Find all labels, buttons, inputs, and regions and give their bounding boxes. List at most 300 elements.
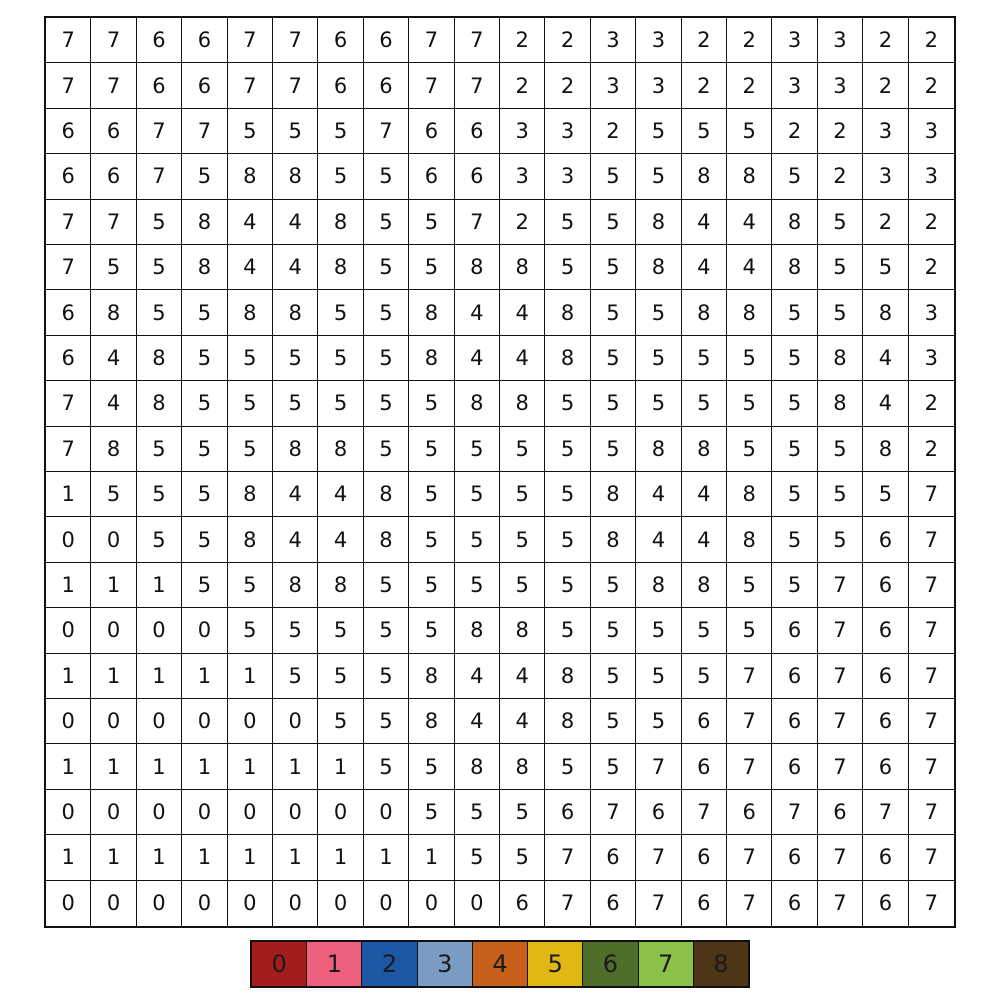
grid-cell[interactable]: 0 xyxy=(455,881,500,926)
grid-cell[interactable]: 1 xyxy=(318,744,363,789)
grid-cell[interactable]: 3 xyxy=(909,109,954,154)
grid-cell[interactable]: 8 xyxy=(863,427,908,472)
grid-cell[interactable]: 8 xyxy=(182,245,227,290)
grid-cell[interactable]: 2 xyxy=(727,18,772,63)
grid-cell[interactable]: 7 xyxy=(727,744,772,789)
grid-cell[interactable]: 7 xyxy=(46,381,91,426)
grid-cell[interactable]: 7 xyxy=(909,835,954,880)
grid-cell[interactable]: 5 xyxy=(591,290,636,335)
grid-cell[interactable]: 0 xyxy=(182,790,227,835)
grid-cell[interactable]: 5 xyxy=(772,563,817,608)
grid-cell[interactable]: 2 xyxy=(818,109,863,154)
grid-cell[interactable]: 8 xyxy=(455,608,500,653)
grid-cell[interactable]: 7 xyxy=(455,200,500,245)
grid-cell[interactable]: 5 xyxy=(500,427,545,472)
grid-cell[interactable]: 4 xyxy=(682,517,727,562)
grid-cell[interactable]: 3 xyxy=(772,63,817,108)
grid-cell[interactable]: 5 xyxy=(636,381,681,426)
grid-cell[interactable]: 5 xyxy=(591,563,636,608)
grid-cell[interactable]: 8 xyxy=(682,154,727,199)
grid-cell[interactable]: 7 xyxy=(924,891,938,916)
grid-cell[interactable]: 5 xyxy=(545,563,590,608)
grid-cell[interactable]: 5 xyxy=(182,336,227,381)
grid-cell[interactable]: 7 xyxy=(818,563,863,608)
grid-cell[interactable]: 4 xyxy=(273,200,318,245)
grid-cell[interactable]: 4 xyxy=(727,200,772,245)
grid-cell[interactable]: 8 xyxy=(772,200,817,245)
grid-cell[interactable]: 0 xyxy=(91,790,136,835)
grid-cell[interactable]: 7 xyxy=(455,63,500,108)
grid-cell[interactable]: 3 xyxy=(863,109,908,154)
grid-cell[interactable]: 5 xyxy=(318,654,363,699)
grid-cell[interactable]: 5 xyxy=(682,336,727,381)
grid-cell[interactable]: 8 xyxy=(682,427,727,472)
grid-cell[interactable]: 6 xyxy=(91,109,136,154)
grid-cell[interactable]: 6 xyxy=(591,835,636,880)
grid-cell[interactable]: 1 xyxy=(91,654,136,699)
grid-cell[interactable]: 2 xyxy=(772,109,817,154)
grid-cell[interactable]: 5 xyxy=(318,290,363,335)
grid-cell[interactable]: 4 xyxy=(863,336,908,381)
grid-cell[interactable]: 5 xyxy=(91,245,136,290)
grid-cell[interactable]: 4 xyxy=(91,381,136,426)
grid-cell[interactable]: 7 xyxy=(909,790,954,835)
grid-cell[interactable]: 5 xyxy=(818,472,863,517)
grid-cell[interactable]: 1 xyxy=(182,654,227,699)
grid-cell[interactable]: 3 xyxy=(818,63,863,108)
grid-cell[interactable]: 7 xyxy=(818,699,863,744)
grid-cell[interactable]: 8 xyxy=(818,336,863,381)
grid-cell[interactable]: 6 xyxy=(455,109,500,154)
grid-cell[interactable]: 5 xyxy=(772,381,817,426)
grid-cell[interactable]: 5 xyxy=(137,245,182,290)
grid-cell[interactable]: 0 xyxy=(46,517,91,562)
grid-cell[interactable]: 8 xyxy=(500,744,545,789)
grid-cell[interactable]: 2 xyxy=(909,427,954,472)
grid-cell[interactable]: 7 xyxy=(591,790,636,835)
grid-cell[interactable]: 8 xyxy=(727,290,772,335)
grid-cell[interactable]: 2 xyxy=(863,18,908,63)
grid-cell[interactable]: 5 xyxy=(137,472,182,517)
grid-cell[interactable]: 3 xyxy=(545,154,590,199)
grid-cell[interactable]: 6 xyxy=(46,336,91,381)
grid-cell[interactable]: 0 xyxy=(137,790,182,835)
grid-cell[interactable]: 2 xyxy=(591,109,636,154)
grid-cell[interactable]: 7 xyxy=(818,835,863,880)
grid-cell[interactable]: 8 xyxy=(228,517,273,562)
grid-cell[interactable]: 7 xyxy=(636,744,681,789)
grid-cell[interactable]: 1 xyxy=(91,744,136,789)
grid-cell[interactable]: 6 xyxy=(863,563,908,608)
grid-cell[interactable]: 5 xyxy=(409,790,454,835)
grid-cell[interactable]: 5 xyxy=(364,699,409,744)
grid-cell[interactable]: 5 xyxy=(364,336,409,381)
palette-swatch-5[interactable]: 5 xyxy=(528,942,583,986)
grid-cell[interactable]: 7 xyxy=(636,881,681,926)
grid-cell[interactable]: 6 xyxy=(182,18,227,63)
grid-cell[interactable]: 5 xyxy=(591,381,636,426)
grid-cell[interactable]: 5 xyxy=(182,472,227,517)
grid-cell[interactable]: 1 xyxy=(46,744,91,789)
grid-cell[interactable]: 8 xyxy=(545,699,590,744)
grid-cell[interactable]: 3 xyxy=(636,63,681,108)
grid-cell[interactable]: 5 xyxy=(364,654,409,699)
grid-cell[interactable]: 7 xyxy=(46,200,91,245)
grid-cell[interactable]: 7 xyxy=(909,563,954,608)
grid-cell[interactable]: 4 xyxy=(500,654,545,699)
grid-cell[interactable]: 2 xyxy=(863,200,908,245)
grid-cell[interactable]: 5 xyxy=(772,472,817,517)
grid-cell[interactable]: 8 xyxy=(591,517,636,562)
grid-cell[interactable]: 7 xyxy=(273,18,318,63)
grid-cell[interactable]: 7 xyxy=(818,654,863,699)
grid-cell[interactable]: 6 xyxy=(455,154,500,199)
grid-cell[interactable]: 3 xyxy=(545,109,590,154)
grid-cell[interactable]: 6 xyxy=(46,290,91,335)
grid-cell[interactable]: 2 xyxy=(500,200,545,245)
grid-cell[interactable]: 7 xyxy=(409,18,454,63)
grid-cell[interactable]: 7 xyxy=(46,427,91,472)
grid-cell[interactable]: 6 xyxy=(591,881,636,926)
grid-cell[interactable]: 5 xyxy=(455,517,500,562)
grid-cell[interactable]: 6 xyxy=(772,835,817,880)
grid-cell[interactable]: 5 xyxy=(772,517,817,562)
grid-cell[interactable]: 5 xyxy=(591,200,636,245)
grid-cell[interactable]: 5 xyxy=(545,381,590,426)
grid-cell[interactable]: 7 xyxy=(909,654,954,699)
grid-cell[interactable]: 6 xyxy=(772,744,817,789)
grid-cell[interactable]: 5 xyxy=(682,381,727,426)
grid-cell[interactable]: 3 xyxy=(863,154,908,199)
grid-cell[interactable]: 7 xyxy=(727,881,772,926)
grid-cell[interactable]: 5 xyxy=(364,608,409,653)
grid-cell[interactable]: 5 xyxy=(228,608,273,653)
grid-cell[interactable]: 4 xyxy=(318,517,363,562)
grid-cell[interactable]: 8 xyxy=(500,245,545,290)
grid-cell[interactable]: 2 xyxy=(500,63,545,108)
grid-cell[interactable]: 5 xyxy=(364,200,409,245)
grid-cell[interactable]: 5 xyxy=(409,381,454,426)
grid-cell[interactable]: 5 xyxy=(500,472,545,517)
grid-cell[interactable]: 6 xyxy=(772,699,817,744)
grid-cell[interactable]: 5 xyxy=(182,427,227,472)
grid-cell[interactable]: 5 xyxy=(455,472,500,517)
grid-cell[interactable]: 4 xyxy=(500,699,545,744)
grid-cell[interactable]: 5 xyxy=(727,336,772,381)
grid-cell[interactable]: 1 xyxy=(273,744,318,789)
grid-cell[interactable]: 5 xyxy=(409,517,454,562)
grid-cell[interactable]: 5 xyxy=(137,290,182,335)
grid-cell[interactable]: 3 xyxy=(500,109,545,154)
grid-cell[interactable]: 4 xyxy=(500,336,545,381)
grid-cell[interactable]: 5 xyxy=(364,563,409,608)
grid-cell[interactable]: 5 xyxy=(318,381,363,426)
grid-cell[interactable]: 5 xyxy=(137,427,182,472)
grid-cell[interactable]: 4 xyxy=(273,472,318,517)
grid-cell[interactable]: 2 xyxy=(909,63,954,108)
grid-cell[interactable]: 8 xyxy=(727,517,772,562)
grid-cell[interactable]: 8 xyxy=(727,472,772,517)
grid-cell[interactable]: 5 xyxy=(727,381,772,426)
grid-cell[interactable]: 2 xyxy=(909,245,954,290)
grid-cell[interactable]: 5 xyxy=(591,154,636,199)
grid-cell[interactable]: 5 xyxy=(591,427,636,472)
grid-cell[interactable]: 8 xyxy=(182,200,227,245)
grid-cell[interactable]: 6 xyxy=(46,109,91,154)
grid-cell[interactable]: 6 xyxy=(682,881,727,926)
grid-cell[interactable]: 5 xyxy=(409,563,454,608)
grid-cell[interactable]: 8 xyxy=(863,290,908,335)
grid-cell[interactable]: 5 xyxy=(500,517,545,562)
grid-cell[interactable]: 5 xyxy=(273,336,318,381)
grid-cell[interactable]: 7 xyxy=(909,744,954,789)
grid-cell[interactable]: 7 xyxy=(727,835,772,880)
grid-cell[interactable]: 7 xyxy=(46,245,91,290)
grid-cell[interactable]: 4 xyxy=(727,245,772,290)
grid-cell[interactable]: 6 xyxy=(500,881,545,926)
grid-cell[interactable]: 8 xyxy=(545,336,590,381)
grid-cell[interactable]: 5 xyxy=(772,290,817,335)
grid-cell[interactable]: 0 xyxy=(182,608,227,653)
grid-cell[interactable]: 2 xyxy=(863,63,908,108)
grid-cell[interactable]: 5 xyxy=(500,790,545,835)
grid-cell[interactable]: 4 xyxy=(228,200,273,245)
grid-cell[interactable]: 7 xyxy=(909,517,954,562)
grid-cell[interactable]: 8 xyxy=(318,563,363,608)
grid-cell[interactable]: 5 xyxy=(182,154,227,199)
grid-cell[interactable]: 0 xyxy=(182,699,227,744)
grid-cell[interactable]: 5 xyxy=(818,517,863,562)
grid-cell[interactable]: 2 xyxy=(818,154,863,199)
grid-cell[interactable]: 6 xyxy=(772,881,817,926)
grid-cell[interactable]: 0 xyxy=(46,881,91,926)
grid-cell[interactable]: 5 xyxy=(545,200,590,245)
grid-cell[interactable]: 8 xyxy=(545,290,590,335)
grid-cell[interactable]: 5 xyxy=(863,245,908,290)
grid-cell[interactable]: 2 xyxy=(909,200,954,245)
grid-cell[interactable]: 0 xyxy=(409,881,454,926)
grid-cell[interactable]: 4 xyxy=(455,699,500,744)
grid-cell[interactable]: 4 xyxy=(273,245,318,290)
grid-cell[interactable]: 1 xyxy=(46,654,91,699)
grid-cell[interactable]: 6 xyxy=(636,790,681,835)
grid-cell[interactable]: 5 xyxy=(409,744,454,789)
grid-cell[interactable]: 7 xyxy=(863,790,908,835)
grid-cell[interactable]: 0 xyxy=(364,790,409,835)
grid-cell[interactable]: 6 xyxy=(772,608,817,653)
grid-cell[interactable]: 6 xyxy=(682,699,727,744)
grid-cell[interactable]: 7 xyxy=(727,699,772,744)
grid-cell[interactable]: 4 xyxy=(682,472,727,517)
grid-cell[interactable]: 7 xyxy=(455,18,500,63)
grid-cell[interactable]: 6 xyxy=(91,154,136,199)
grid-cell[interactable]: 5 xyxy=(228,381,273,426)
grid-cell[interactable]: 5 xyxy=(228,336,273,381)
grid-cell[interactable]: 5 xyxy=(137,517,182,562)
grid-cell[interactable]: 5 xyxy=(636,290,681,335)
grid-cell[interactable]: 0 xyxy=(137,699,182,744)
grid-cell[interactable]: 8 xyxy=(364,472,409,517)
grid-cell[interactable]: 8 xyxy=(409,336,454,381)
grid-cell[interactable]: 2 xyxy=(545,18,590,63)
grid-cell[interactable]: 3 xyxy=(772,18,817,63)
grid-cell[interactable]: 0 xyxy=(364,881,409,926)
grid-cell[interactable]: 7 xyxy=(772,790,817,835)
grid-cell[interactable]: 7 xyxy=(137,154,182,199)
grid-cell[interactable]: 7 xyxy=(636,835,681,880)
grid-cell[interactable]: 5 xyxy=(818,427,863,472)
grid-cell[interactable]: 0 xyxy=(137,608,182,653)
grid-cell[interactable]: 6 xyxy=(46,154,91,199)
grid-cell[interactable]: 5 xyxy=(364,154,409,199)
grid-cell[interactable]: 4 xyxy=(318,472,363,517)
grid-cell[interactable]: 5 xyxy=(409,245,454,290)
grid-cell[interactable]: 6 xyxy=(682,744,727,789)
grid-cell[interactable]: 8 xyxy=(409,654,454,699)
grid-cell[interactable]: 8 xyxy=(500,381,545,426)
grid-cell[interactable]: 1 xyxy=(137,654,182,699)
grid-cell[interactable]: 7 xyxy=(137,109,182,154)
palette-swatch-4[interactable]: 4 xyxy=(473,942,528,986)
grid-cell[interactable]: 6 xyxy=(364,63,409,108)
grid-cell[interactable]: 8 xyxy=(636,200,681,245)
grid-cell[interactable]: 8 xyxy=(273,563,318,608)
grid-cell[interactable]: 5 xyxy=(727,109,772,154)
grid-cell[interactable]: 5 xyxy=(455,835,500,880)
grid-cell[interactable]: 6 xyxy=(137,63,182,108)
grid-cell[interactable]: 5 xyxy=(364,427,409,472)
grid-cell[interactable]: 7 xyxy=(909,472,954,517)
grid-cell[interactable]: 5 xyxy=(545,427,590,472)
grid-cell[interactable]: 8 xyxy=(545,654,590,699)
grid-cell[interactable]: 1 xyxy=(228,654,273,699)
grid-cell[interactable]: 8 xyxy=(682,563,727,608)
grid-cell[interactable]: 6 xyxy=(863,835,908,880)
grid-cell[interactable]: 3 xyxy=(636,18,681,63)
grid-cell[interactable]: 5 xyxy=(364,381,409,426)
grid-cell[interactable]: 8 xyxy=(91,427,136,472)
grid-cell[interactable]: 5 xyxy=(273,608,318,653)
grid-cell[interactable]: 8 xyxy=(636,245,681,290)
grid-cell[interactable]: 0 xyxy=(137,881,182,926)
grid-cell[interactable]: 5 xyxy=(228,427,273,472)
grid-cell[interactable]: 5 xyxy=(455,427,500,472)
grid-cell[interactable]: 5 xyxy=(455,563,500,608)
grid-cell[interactable]: 8 xyxy=(273,290,318,335)
grid-cell[interactable]: 5 xyxy=(727,563,772,608)
grid-cell[interactable]: 5 xyxy=(364,744,409,789)
grid-cell[interactable]: 5 xyxy=(636,654,681,699)
grid-cell[interactable]: 5 xyxy=(364,245,409,290)
grid-cell[interactable]: 0 xyxy=(318,881,363,926)
grid-cell[interactable]: 8 xyxy=(455,245,500,290)
grid-cell[interactable]: 8 xyxy=(818,381,863,426)
grid-cell[interactable]: 5 xyxy=(318,699,363,744)
grid-cell[interactable]: 1 xyxy=(228,744,273,789)
grid-cell[interactable]: 1 xyxy=(409,835,454,880)
grid-cell[interactable]: 5 xyxy=(818,245,863,290)
grid-cell[interactable]: 6 xyxy=(409,154,454,199)
grid-cell[interactable]: 5 xyxy=(500,563,545,608)
grid-cell[interactable]: 6 xyxy=(364,18,409,63)
grid-cell[interactable]: 1 xyxy=(137,744,182,789)
grid-cell[interactable]: 0 xyxy=(91,699,136,744)
grid-cell[interactable]: 2 xyxy=(909,381,954,426)
grid-cell[interactable]: 3 xyxy=(591,63,636,108)
grid-cell[interactable]: 1 xyxy=(46,472,91,517)
grid-cell[interactable]: 4 xyxy=(455,336,500,381)
grid-cell[interactable]: 7 xyxy=(909,699,954,744)
grid-cell[interactable]: 5 xyxy=(500,835,545,880)
grid-cell[interactable]: 8 xyxy=(137,336,182,381)
grid-cell[interactable]: 2 xyxy=(727,63,772,108)
palette-swatch-1[interactable]: 1 xyxy=(307,942,362,986)
grid-cell[interactable]: 6 xyxy=(727,790,772,835)
grid-cell[interactable]: 8 xyxy=(137,381,182,426)
grid-cell[interactable]: 5 xyxy=(273,381,318,426)
grid-cell[interactable]: 5 xyxy=(364,290,409,335)
grid-cell[interactable]: 5 xyxy=(863,472,908,517)
grid-cell[interactable]: 1 xyxy=(318,835,363,880)
grid-cell[interactable]: 5 xyxy=(591,699,636,744)
grid-cell[interactable]: 5 xyxy=(182,517,227,562)
grid-cell[interactable]: 4 xyxy=(636,517,681,562)
grid-cell[interactable]: 0 xyxy=(46,699,91,744)
grid-cell[interactable]: 0 xyxy=(91,608,136,653)
grid-cell[interactable]: 3 xyxy=(909,290,954,335)
grid-cell[interactable]: 5 xyxy=(545,472,590,517)
grid-cell[interactable]: 5 xyxy=(545,245,590,290)
grid-cell[interactable]: 8 xyxy=(455,381,500,426)
grid-cell[interactable]: 0 xyxy=(228,699,273,744)
grid-cell[interactable]: 7 xyxy=(91,63,136,108)
grid-cell[interactable]: 5 xyxy=(91,472,136,517)
grid-cell[interactable]: 5 xyxy=(318,109,363,154)
grid-cell[interactable]: 8 xyxy=(727,154,772,199)
grid-cell[interactable]: 5 xyxy=(409,608,454,653)
grid-cell[interactable]: 1 xyxy=(182,744,227,789)
grid-cell[interactable]: 7 xyxy=(909,608,954,653)
grid-cell[interactable]: 1 xyxy=(228,835,273,880)
grid-cell[interactable]: 1 xyxy=(46,563,91,608)
grid-cell[interactable]: 5 xyxy=(182,290,227,335)
grid-cell[interactable]: 1 xyxy=(137,563,182,608)
grid-cell[interactable]: 5 xyxy=(137,200,182,245)
grid-cell[interactable]: 5 xyxy=(409,200,454,245)
grid-cell[interactable]: 4 xyxy=(91,336,136,381)
grid-cell[interactable]: 1 xyxy=(273,835,318,880)
grid-cell[interactable]: 2 xyxy=(682,18,727,63)
grid-cell[interactable]: 7 xyxy=(364,109,409,154)
grid-cell[interactable]: 4 xyxy=(636,472,681,517)
grid-cell[interactable]: 8 xyxy=(228,472,273,517)
grid-cell[interactable]: 6 xyxy=(682,835,727,880)
grid-cell[interactable]: 6 xyxy=(818,790,863,835)
grid-cell[interactable]: 5 xyxy=(273,654,318,699)
grid-cell[interactable]: 5 xyxy=(591,608,636,653)
grid-cell[interactable]: 8 xyxy=(772,245,817,290)
grid-cell[interactable]: 3 xyxy=(500,154,545,199)
grid-cell[interactable]: 5 xyxy=(636,154,681,199)
grid-cell[interactable]: 1 xyxy=(182,835,227,880)
grid-cell[interactable]: 0 xyxy=(228,790,273,835)
grid-cell[interactable]: 8 xyxy=(682,290,727,335)
grid-cell[interactable]: 8 xyxy=(455,744,500,789)
grid-cell[interactable]: 6 xyxy=(137,18,182,63)
grid-cell[interactable]: 4 xyxy=(228,245,273,290)
grid-cell[interactable]: 8 xyxy=(228,290,273,335)
grid-cell[interactable]: 8 xyxy=(364,517,409,562)
